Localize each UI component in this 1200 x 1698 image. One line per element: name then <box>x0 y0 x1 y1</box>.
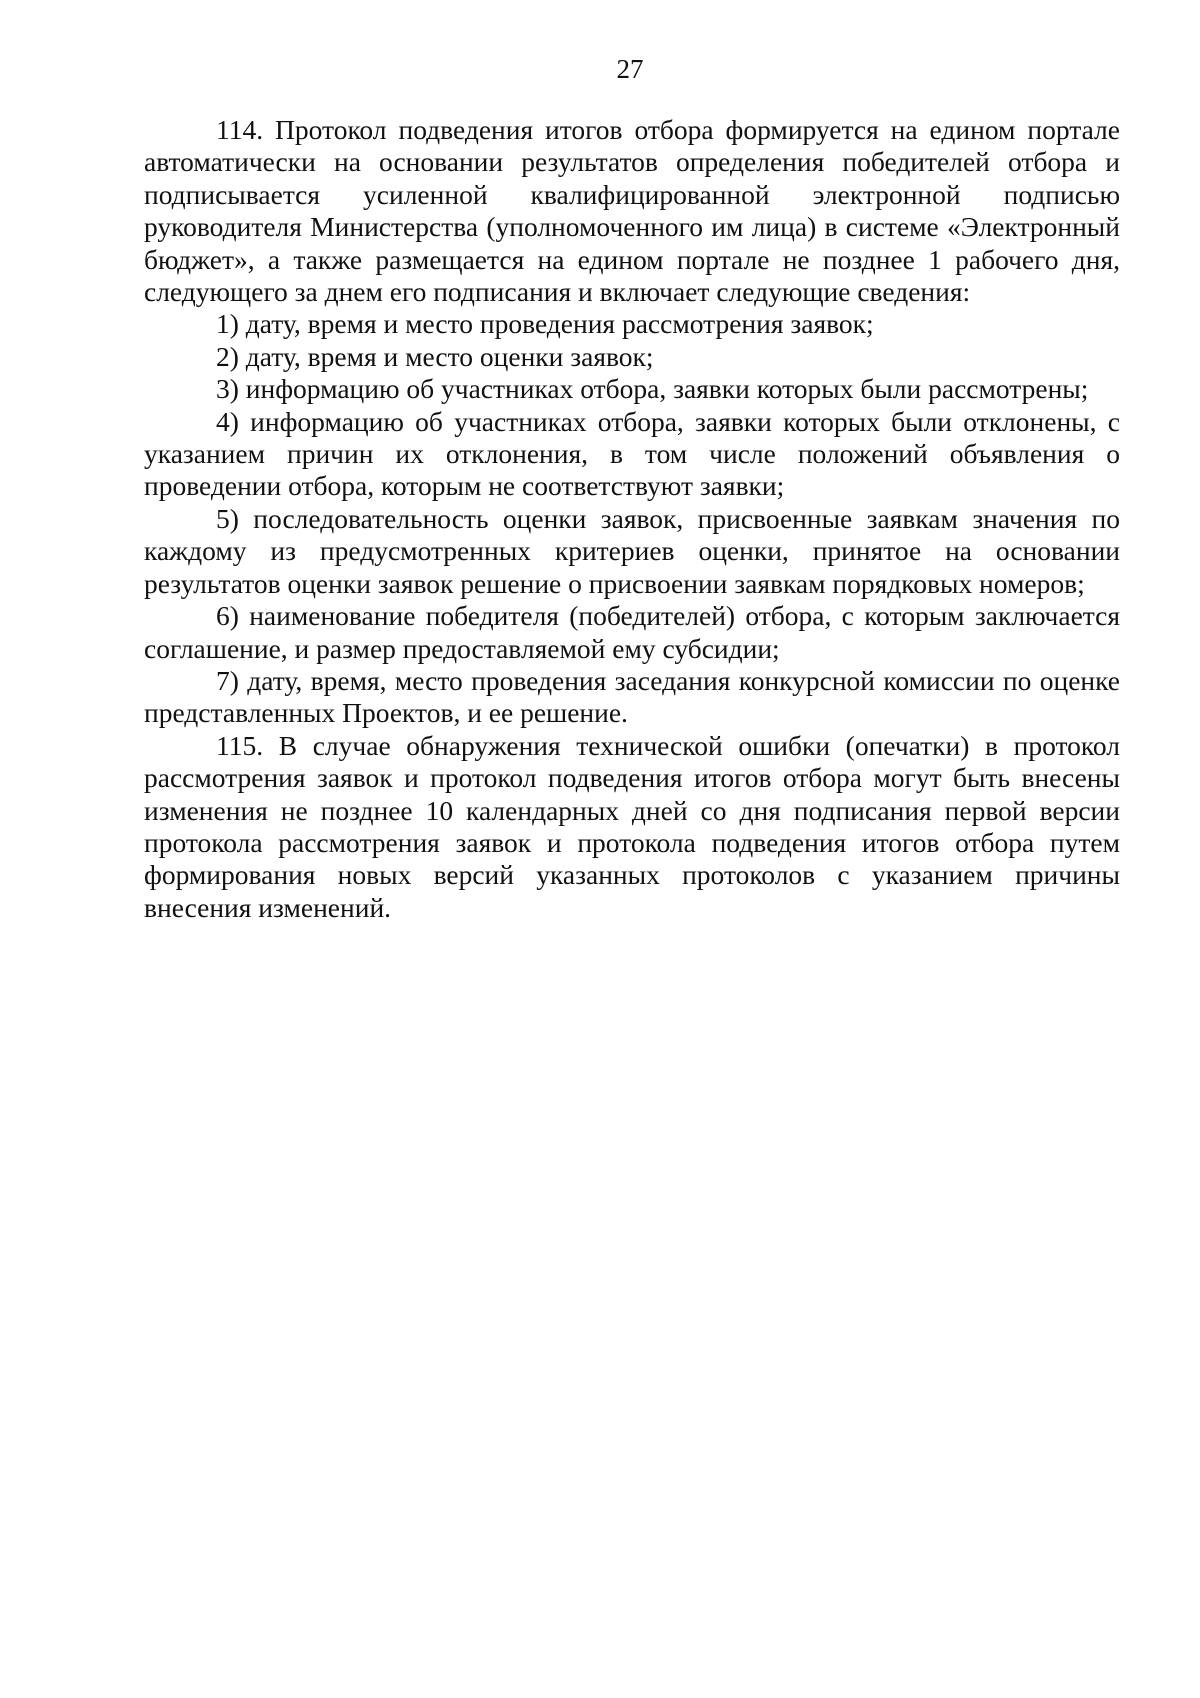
list-item-4: 4) информацию об участниках отбора, заявки которых были отклонены, с указанием причин их отклонения, в том числе положений объявления о проведении отбора, которым не соответствуют заявки; <box>144 405 1120 502</box>
document-body <box>144 114 1120 924</box>
list-item-7: 7) дату, время, место проведения заседания конкурсной комиссии по оценке представленных Проектов, и ее решение. <box>144 664 1120 729</box>
paragraph-114: 114. Протокол подведения итогов отбора формируется на едином портале автоматически на основании результатов определения победителей отбора и подписывается усиленной квалифицированной электронной подписью руководителя Министерства (уполномоченного им лица) в системе «Электронный бюджет», а также размещается на едином портале не позднее 1 рабочего дня, следующего за днем его подписания и включает следующие сведения: <box>144 114 1120 308</box>
page-number: 27 <box>616 54 644 84</box>
list-item-2: 2) дату, время и место оценки заявок; <box>216 340 654 372</box>
list-item-6: 6) наименование победителя (победителей) отбора, с которым заключается соглашение, и размер предоставляемой ему субсидии; <box>144 600 1120 664</box>
paragraph-115: 115. В случае обнаружения технической ошибки (опечатки) в протокол рассмотрения заявок и протокол подведения итогов отбора могут быть внесены изменения не позднее 10 календарных дней со дня подписания первой версии протокола рассмотрения заявок и протокола подведения итогов отбора путем формирования новых версий указанных протоколов с указанием причины внесения изменений. <box>144 729 1120 923</box>
list-item-5: 5) последовательность оценки заявок, присвоенные заявкам значения по каждому из предусмотренных критериев оценки, принятое на основании результатов оценки заявок решение о присвоении заявкам порядковых номеров; <box>144 502 1120 599</box>
list-item-3: 3) информацию об участниках отбора, заявки которых были рассмотрены; <box>216 373 1089 405</box>
list-item-1: 1) дату, время и место проведения рассмотрения заявок; <box>216 308 874 340</box>
